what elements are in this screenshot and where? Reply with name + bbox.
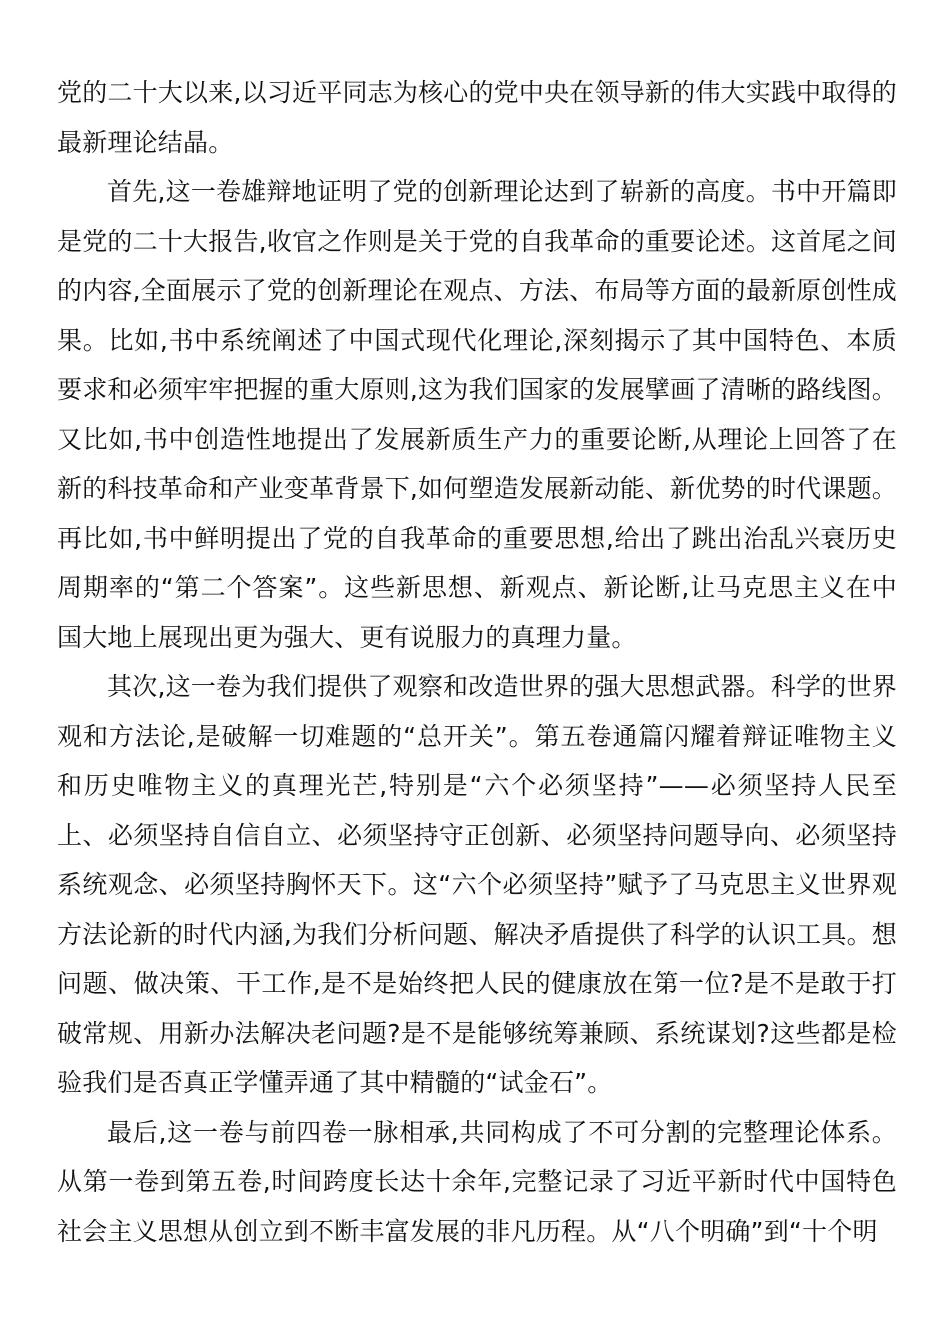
paragraph-continuation: 党的二十大以来,以习近平同志为核心的党中央在领导新的伟大实践中取得的最新理论结晶。 <box>57 78 897 157</box>
paragraph-first: 首先,这一卷雄辩地证明了党的创新理论达到了崭新的高度。书中开篇即是党的二十大报告,收官之作则是关于党的自我革命的重要论述。这首尾之间的内容,全面展示了党的创新理论在观点、方法、布局等方面的最新原创性成果。比如,书中系统阐述了中国式现代化理论,深刻揭示了其中国特色、本质要求和必须牢牢把握的重大原则,这为我们国家的发展擘画了清晰的路线图。又比如,书中创造性地提出了发展新质生产力的重要论断,从理论上回答了在新的科技革命和产业变革背景下,如何塑造发展新动能、新优势的时代课题。再比如,书中鲜明提出了党的自我革命的重要思想,给出了跳出治乱兴衰历史周期率的“第二个答案”。这些新思想、新观点、新论断,让马克思主义在中国大地上展现出更为强大、更有说服力的真理力量。 <box>57 177 897 652</box>
paragraph-last: 最后,这一卷与前四卷一脉相承,共同构成了不可分割的完整理论体系。从第一卷到第五卷,时间跨度长达十余年,完整记录了习近平新时代中国特色社会主义思想从创立到不断丰富发展的非凡历程。从“八个明确”到“十个明 <box>57 1117 897 1246</box>
paragraph-second: 其次,这一卷为我们提供了观察和改造世界的强大思想武器。科学的世界观和方法论,是破解一切难题的“总开关”。第五卷通篇闪耀着辩证唯物主义和历史唯物主义的真理光芒,特别是“六个必须坚持”——必须坚持人民至上、必须坚持自信自立、必须坚持守正创新、必须坚持问题导向、必须坚持系统观念、必须坚持胸怀天下。这“六个必须坚持”赋予了马克思主义世界观方法论新的时代内涵,为我们分析问题、解决矛盾提供了科学的认识工具。想问题、做决策、干工作,是不是始终把人民的健康放在第一位?是不是敢于打破常规、用新办法解决老问题?是不是能够统筹兼顾、系统谋划?这些都是检验我们是否真正学懂弄通了其中精髓的“试金石”。 <box>57 672 897 1097</box>
document-body <box>57 68 897 1256</box>
